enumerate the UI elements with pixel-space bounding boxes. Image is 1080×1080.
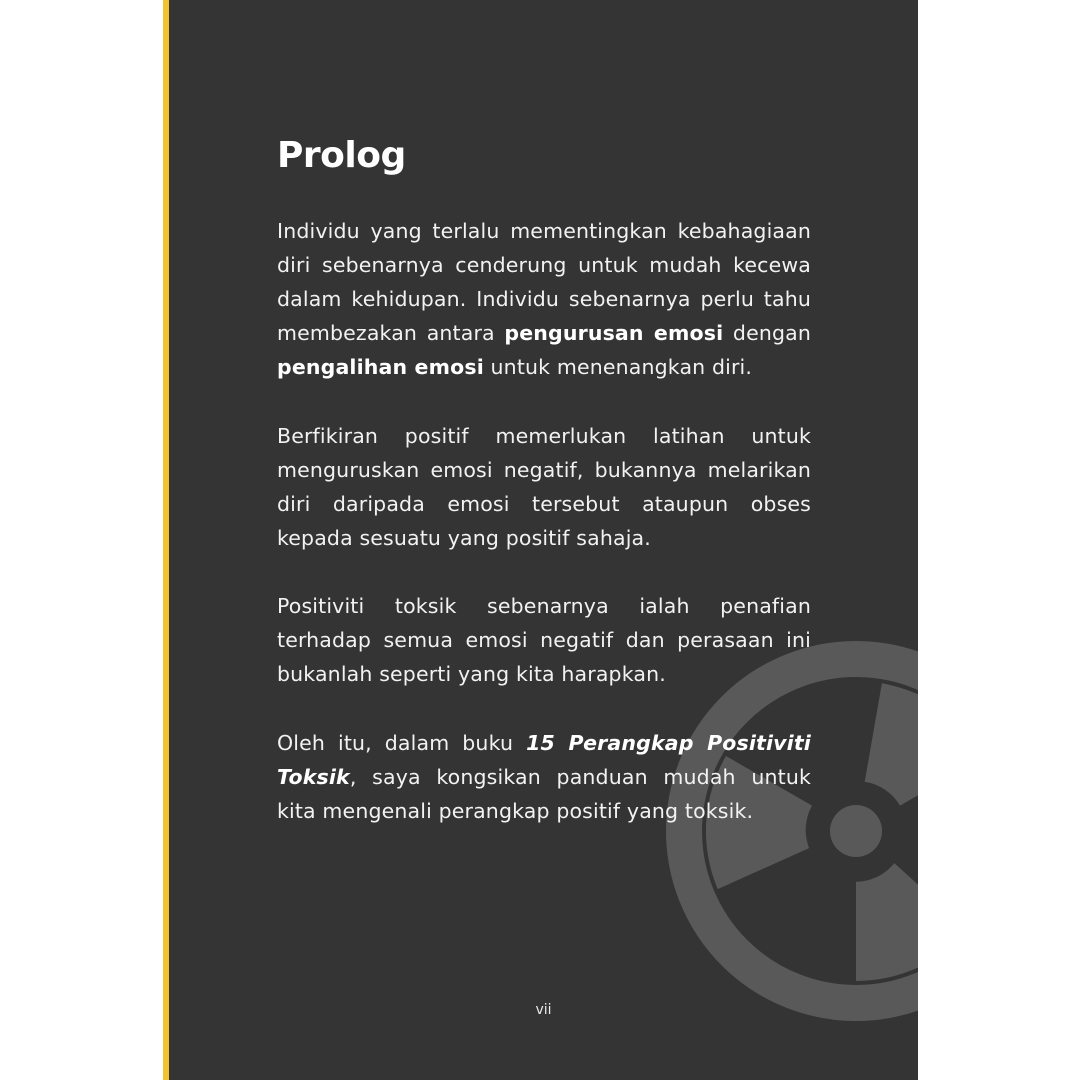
text-run: Individu yang terlalu mementingkan kebahagiaan diri sebenarnya cenderung untuk mudah kecewa dalam kehidupan. Individu sebenarnya perlu tahu membezakan antara	[277, 219, 811, 345]
text-run: untuk menenangkan diri.	[483, 355, 753, 379]
text-run: Oleh itu, dalam buku	[277, 731, 527, 755]
text-run: dengan	[723, 321, 811, 345]
text-run: Berfikiran positif memerlukan latihan untuk menguruskan emosi negatif, bukannya melarikan diri daripada emosi tersebut ataupun obses kepada sesuatu yang positif sahaja.	[277, 424, 811, 550]
paragraph-2	[277, 419, 811, 555]
paragraph-4	[277, 726, 811, 828]
paragraph-1	[277, 214, 811, 384]
radiation-trefoil-icon	[656, 631, 918, 1031]
bold-term: pengurusan emosi	[504, 321, 724, 345]
text-run: , saya kongsikan panduan mudah untuk kita mengenali perangkap positif yang toksik.	[277, 765, 811, 823]
page-number: vii	[535, 1002, 552, 1018]
bold-term: pengalihan emosi	[277, 355, 484, 379]
text-run: Positiviti toksik sebenarnya ialah penafian terhadap semua emosi negatif dan perasaan ini bukanlah seperti yang kita harapkan.	[277, 594, 811, 686]
page-title: Prolog	[277, 135, 406, 176]
book-page	[169, 0, 918, 1080]
paragraph-3	[277, 589, 811, 691]
book-title-emphasis: 15 Perangkap Positiviti Toksik	[277, 731, 811, 789]
